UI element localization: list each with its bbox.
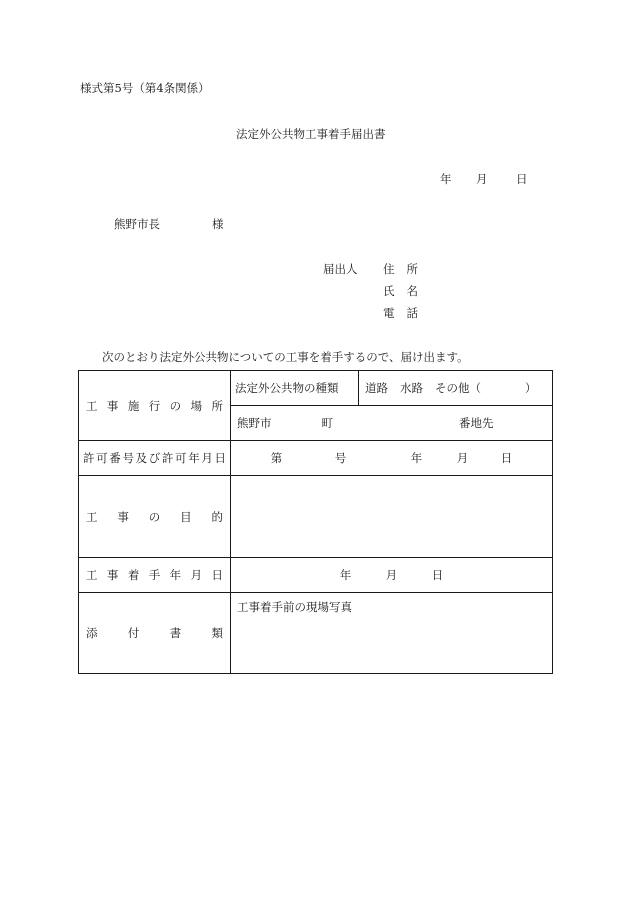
type-other-close: ）: [525, 381, 537, 395]
table-row: [79, 558, 553, 593]
addressee: [114, 216, 224, 232]
permit-go: 号: [334, 451, 347, 465]
form-number: 様式第5号（第4条関係）: [80, 81, 210, 95]
type-waterway: 水路: [400, 381, 423, 395]
start-date-values: [231, 558, 553, 593]
start-year: 年: [339, 568, 352, 582]
date-month: 月: [476, 172, 488, 186]
type-values: [359, 371, 553, 406]
attachments-value: 工事着手前の現場写真: [231, 593, 553, 674]
location-label: 工事施行の場所: [79, 371, 231, 441]
table-row: [79, 371, 553, 406]
start-month: 月: [385, 568, 398, 582]
addressee-honorific: 様: [212, 217, 224, 231]
permit-month: 月: [456, 451, 469, 465]
table-row: [79, 441, 553, 476]
submission-date: [440, 171, 528, 187]
permit-year: 年: [410, 451, 423, 465]
purpose-label: 工事の目的: [79, 476, 231, 558]
permit-values: [231, 441, 553, 476]
table-row: [79, 476, 553, 558]
intro-text: 次のとおり法定外公共物についての工事を着手するので、届け出ます。: [102, 350, 469, 364]
date-year: 年: [440, 172, 452, 186]
addressee-name: 熊野市長: [114, 217, 160, 231]
location-city: 熊野市: [237, 416, 272, 430]
purpose-value: [231, 476, 553, 558]
permit-day: 日: [500, 451, 513, 465]
applicant-address-label: 住 所: [383, 262, 418, 276]
start-date-label: 工事着手年月日: [79, 558, 231, 593]
type-other: その他（: [435, 381, 481, 395]
applicant-name-label: 氏 名: [383, 284, 418, 298]
location-values: [231, 406, 553, 441]
type-label: 法定外公共物の種類: [231, 371, 359, 406]
permit-dai: 第: [270, 451, 283, 465]
applicant-label: 届出人: [323, 262, 358, 276]
document-title: 法定外公共物工事着手届出書: [236, 127, 386, 141]
notification-table: [78, 370, 553, 674]
location-lot: 番地先: [459, 416, 494, 430]
permit-label: 許可番号及び許可年月日: [79, 441, 231, 476]
location-town: 町: [321, 416, 333, 430]
type-road: 道路: [365, 381, 388, 395]
table-row: [79, 593, 553, 674]
start-day: 日: [431, 568, 444, 582]
attachments-label: 添付書類: [79, 593, 231, 674]
date-day: 日: [516, 172, 528, 186]
applicant-phone-label: 電 話: [383, 306, 418, 320]
